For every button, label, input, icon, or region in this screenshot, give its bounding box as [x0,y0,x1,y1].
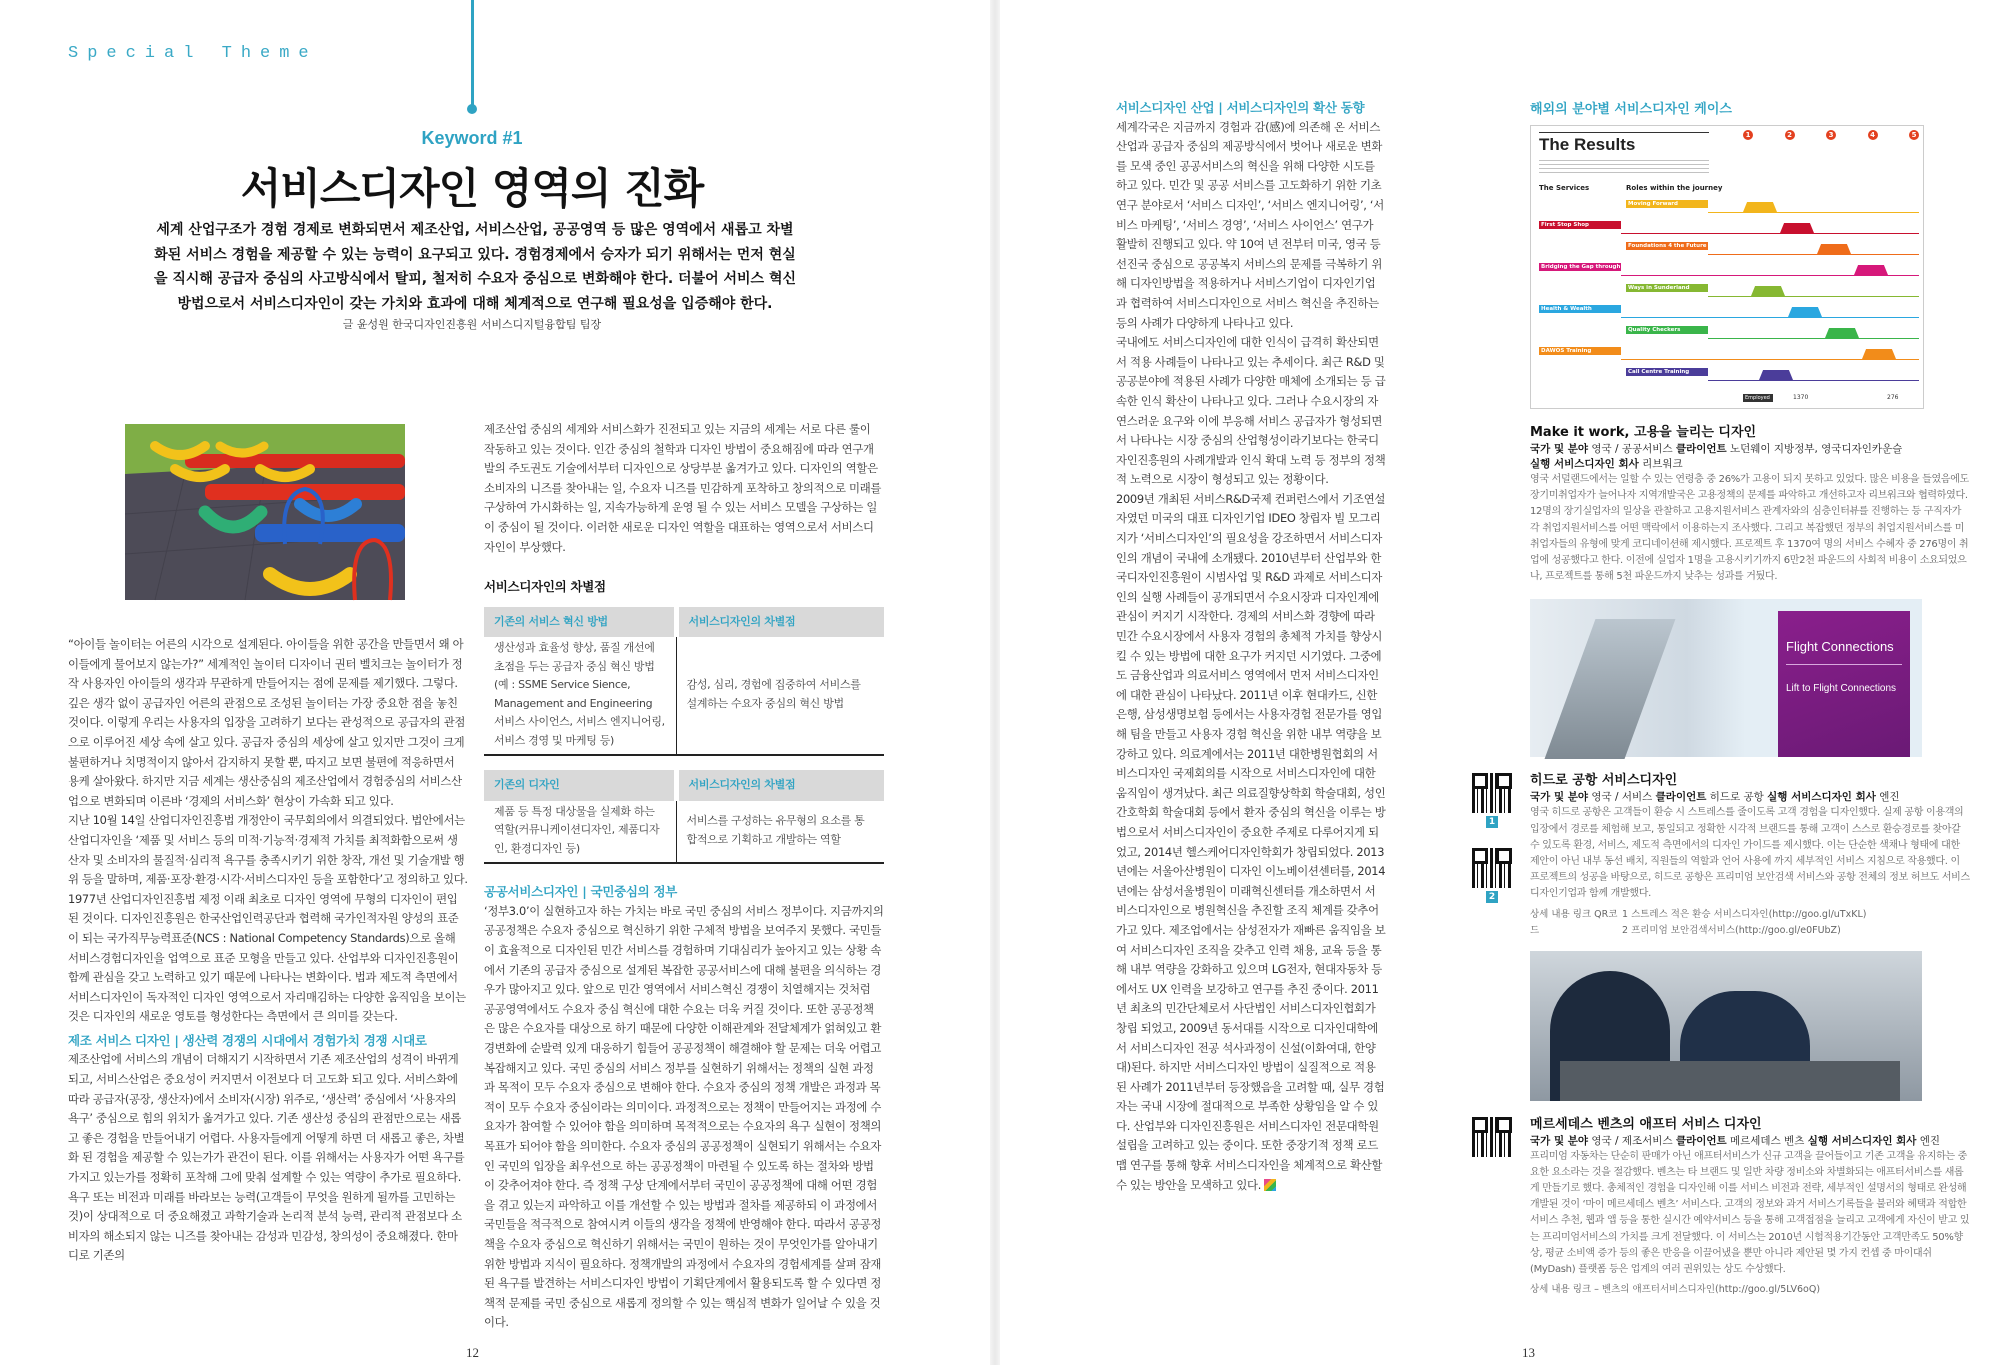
qr-link-2[interactable]: 2 프리미엄 보안검색서비스(http://goo.gl/e0FUbZ) [1622,924,1841,936]
stage-markers [1743,130,1919,140]
meta-key: 국가 및 분야 [1530,1134,1589,1147]
table-title: 서비스디자인의 차별점 [484,579,606,595]
spine-gutter [990,0,1000,1365]
stage-marker: 2 [1785,130,1795,140]
service-band-block [1817,244,1851,254]
service-band-block [1780,223,1814,233]
escalator [1545,619,1676,759]
section-heading-industry: 서비스디자인 산업 | 서비스디자인의 확산 동향 [1116,100,1365,115]
service-band-line [1708,254,1919,255]
section-heading-public: 공공서비스디자인 | 국민중심의 정부 [484,884,678,900]
table-cell: 생산성과 효율성 향상, 품질 개선에 초점을 두는 공급자 중심 혁신 방법 (예 : SSME Service Sience, Management and Engineering 서비스 사이언스, 서비스 엔지니어링, 서비스 경영 및 마케팅 등) [484,637,676,755]
airport-photo [1530,599,1922,757]
meta-key: 실행 서비스디자인 회사 [1767,791,1876,804]
service-band-block [1854,265,1888,275]
qr-link-label: 상세 내용 링크 QR코드 [1530,908,1618,936]
service-band-block [1825,328,1859,338]
table-header: 기존의 서비스 혁신 방법 [484,607,676,638]
sign-text-flight-connections: Flight Connections [1786,639,1894,655]
meta-value: 노던웨이 지방정부, 영국디자인카운슬 [1730,443,1903,455]
table-header: 서비스디자인의 차별점 [676,607,884,638]
total-count: 1370 [1793,394,1809,401]
service-band-line [1621,233,1919,234]
meta-value: 히드로 공항 [1709,791,1764,804]
case-title: 히드로 공항 서비스디자인 [1530,773,1678,789]
case-description: 영국 서덜랜드에서는 일할 수 있는 연령층 중 26%가 고용이 되지 못하고 있었다. 많은 비용을 들였음에도 장기미취업자가 늘어나자 지역개발국은 고용정책의 문제를 파악하고 개선하고자 리브워크와 협력하였다. 12명의 장기실업자의 일상을 관찰하고 고용지원서비스 관계자와의 심층인터뷰를 진행하는 등 구직자가 각 취업지원서비스를 어떤 맥락에서 이용하는지 조사했다. 그리고 복잡했던 정부의 취업지원서비스를 미취업자들의 유형에 맞게 코디네이션해 제시했다. 프로젝트 후 1370여 명의 서비스 수혜자 중 276명이 취업에 성공했다고 한다. 이전에 실업자 1명을 고용시키기까지 6만2천 파운드의 사회적 비용이 소요되었으나, 프로젝트를 통해 5천 파운드까지 낮추는 성과를 거뒀다. [1530,474,1969,583]
service-band-label: Call Centre Training [1626,368,1708,376]
decorative-line [471,0,474,108]
stage-marker: 1 [1743,130,1753,140]
industry-paragraph-2: 국내에도 서비스디자인에 대한 인식이 급격히 확산되면서 적용 사례들이 나타나고 있는 추세이다. 최근 R&D 및 공공분야에 적용된 사례가 다양한 매체에 소개되는 등 급속한 인식 확산이 나타나고 있다. 그러나 수요시장의 자연스러운 요구와 이에 부응해 서비스 공급자가 형성되면서 나타나는 시장 중심의 산업형성이라기보다는 한국디자인진흥원의 사례개발과 인식 확대 노력 등 정부의 정책적 노력으로 시장이 형성되고 있는 정황이다. [1116,335,1386,487]
sign-text-lift: Lift to Flight Connections [1786,683,1897,695]
meta-value: 영국 / 제조서비스 [1591,1134,1673,1147]
qr-code-icon[interactable] [1472,773,1512,813]
roles-label: Roles within the journey [1626,184,1723,192]
signboard [1778,611,1910,757]
qr-code-icon[interactable] [1472,1117,1512,1157]
comparison-table [484,607,884,865]
service-band-label: Ways in Sunderland [1626,284,1708,292]
playground-photo [125,424,405,600]
end-mark-icon [1264,1179,1276,1191]
page-number: 13 [1522,1345,1535,1360]
service-band-label: Moving Forward [1626,200,1708,208]
qr-links [1530,907,1970,939]
meta-key: 클라이언트 [1675,443,1727,455]
case-heathrow [1488,769,1970,938]
service-band-label: DAWOS Training [1539,347,1621,355]
meta-key: 실행 서비스디자인 회사 [1807,1134,1917,1147]
services-label: The Services [1539,184,1590,192]
case-meta [1530,442,1970,472]
meta-key: 클라이언트 [1675,1134,1727,1147]
case-meta [1530,790,1970,805]
service-band-block [1743,202,1777,212]
right-column-main [1116,98,1386,1195]
service-band-line [1708,212,1919,213]
qr-link-list [1622,907,1866,939]
meta-key: 국가 및 분야 [1530,791,1589,804]
left-column-2 [484,420,884,1333]
decorative-dot [467,104,477,114]
meta-value: 메르세데스 벤츠 [1730,1134,1805,1147]
table-header-row [484,770,884,801]
detail-link[interactable]: 상세 내용 링크 – 벤츠의 애프터서비스디자인(http://goo.gl/5LV6oQ) [1530,1284,1821,1296]
case-description: 프리미엄 자동차는 단순히 판매가 아닌 애프터서비스가 신규 고객을 끌어들이고 기존 고객을 유지하는 중요한 요소라는 것을 절감했다. 벤츠는 타 브랜드 및 일반 차량 정비소와 차별화되는 애프터서비스를 새롭게 만들기로 했다. 총체적인 경험을 디자인해 이를 서비스 비전과 전략, 세부적인 설명서의 형태로 완성해 개발된 것이 ‘마이 메르세데스 벤츠’ 서비스다. 고객의 정보와 과거 서비스기록들을 불러와 혜택과 적합한 서비스 추천, 웹과 앱 등을 통한 실시간 예약서비스 등을 통해 고객접점을 늘리고 고객에게 자신이 받고 있는 프리미엄서비스의 가치를 크게 전달했다. 이 서비스는 2010년 시험적용기간동안 고객만족도 50%향상, 평균 소비액 증가 등의 좋은 반응을 이끌어냈을 뿐만 아니라 제안된 몇 가지 컨셉 중 마이대쉬(MyDash) 플랫폼 등은 업계의 여러 권위있는 상도 수상했다. [1530,1150,1970,1276]
meta-key: 국가 및 분야 [1530,443,1589,455]
employed-label: Employed [1743,394,1773,402]
industry-paragraph-3-text: 2009년 개최된 서비스R&D국제 컨퍼런스에서 기조연설자였던 미국의 대표 디자인기업 IDEO 창립자 빌 모그리지가 ‘서비스디자인’의 필요성을 강조하면서 서비스디자인의 개념이 국내에 소개됐다. 2010년부터 산업부와 한국디자인진흥원이 시범사업 및 R&D 과제로 서비스디자인의 실행 사례들이 공개되면서 수요시장과 디자인계에 관심이 커지기 시작한다. 경제의 서비스화 경향에 따라 민간 수요시장에서 사용자 경험의 총체적 가치를 향상시킬 수 있는 방법에 대한 요구가 커지던 시기였다. 그중에도 금융산업과 의료서비스 영역에서 먼저 서비스디자인에 대한 관심이 나타났다. 2011년 이후 현대카드, 신한은행, 삼성생명보험 등에서는 사용자경험 전문가를 영입해 팀을 만들고 사용자 경험 혁신을 위한 내부 역량을 보강하고 있다. 의료계에서는 2011년 대한병원협회의 서비스디자인 국제회의를 시작으로 서비스디자인에 대한 움직임이 생겨났다. 최근 의료질향상학회 학술대회, 성인간호학회 학술대회 등에서 환자 중심의 혁신을 이루는 방법으로서 서비스디자인이 중요한 주제로 다루어지게 되었고, 2014년 헬스케어디자인학회가 창립되었다. 2013년에는 서울아산병원이 디자인 이노베이션센터를, 2014년에는 삼성서울병원이 미래혁신센터를 개소하면서 서비스디자인으로 병원혁신을 추진할 조직 체계를 갖추어가고 있다. 제조업에서는 삼성전자가 재빠른 움직임을 보여 서비스디자인 조직을 갖추고 인력 채용, 교육 등을 통해 내부 역량을 강화하고 있으며 LG전자, 현대자동차 등에서도 UX 인력을 보강하고 연구를 추진 중이다. 2011년 최초의 민간단체로서 사단법인 서비스디자인협회가 창립 되었고, 2009년 동서대를 시작으로 디자인대학에서 서비스디자인 전공 석사과정이 신설(이화여대, 한양대)된다. 하지만 서비스디자인 방법이 실질적으로 적용된 사례가 2011년부터 등장했음을 고려할 때, 실무 경험자는 국내 시장에 절대적으로 부족한 상황임을 알 수 있다. 산업부와 디자인진흥원은 서비스디자인 전문대학원 설립을 고려하고 있는 중이다. 또한 중장기적 정책 로드맵 연구를 통해 향후 서비스디자인을 체계적으로 확산할 수 있는 방안을 모색하고 있다. [1116,491,1386,1192]
section-heading-manufacturing: 제조 서비스 디자인 | 생산력 경쟁의 시대에서 경험가치 경쟁 시대로 [68,1032,427,1048]
service-band-label: First Stop Shop [1539,221,1621,229]
service-band-label: Health & Wealth [1539,305,1621,313]
industry-paragraph-1: 세계각국은 지금까지 경험과 감(感)에 의존해 온 서비스산업과 공급자 중심의 제공방식에서 벗어나 새로운 변화를 모색 중인 공공서비스의 혁신을 위해 다양한 시도를 하고 있다. 민간 및 공공 서비스를 고도화하기 위한 기초연구 분야로서 ‘서비스 디자인’, ‘서비스 엔지니어링’, ‘서비스 마케팅’, ‘서비스 경영’, ‘서비스 사이언스’ 연구가 활발히 진행되고 있다. 약 10여 년 전부터 미국, 영국 등 선진국 중심으로 공공복지 서비스의 문제를 극복하기 위해 디자인방법을 적용하거나 서비스기업이 디자인기업과 협력하여 서비스디자인으로 서비스 혁신을 추진하는 등의 사례가 다양하게 나타나고 있다. [1116,119,1384,330]
service-band-block [1751,286,1785,296]
service-band-block [1759,370,1793,380]
intro-paragraph: “아이들 놀이터는 어른의 시각으로 설계된다. 아이들을 위한 공간을 만들면서 왜 아이들에게 물어보지 않는가?” 세계적인 놀이터 디자이너 권터 벨치크는 놀이터가 정작 사용자인 아이들의 생각과 무관하게 만들어지는 점에 문제를 제기했다. 그렇다. 깊은 생각 없이 공급자인 어른의 관점으로 조성된 놀이터는 가장 중요한 점을 놓친 것이다. 이렇게 우리는 사용자의 입장을 고려하기 보다는 관성적으로 공급자의 관점으로 이루어진 세상 속에 살고 있다. 공급자 중심의 세상에 살고 있지만 그것이 크게 불편하거나 치명적이지 않아서 감지하지 못할 뿐, 따지고 보면 불편에 적응하면서 용케 살아왔다. 하지만 지금 세계는 생산중심의 제조산업에서 경험중심의 서비스산업으로 변화되며 이른바 ‘경제의 서비스화’ 현상이 가속화 되고 있다. [68,637,466,808]
employed-count: 276 [1887,394,1899,401]
service-band-label: Foundations 4 the Future [1628,243,1707,249]
results-infographic [1530,125,1924,409]
service-band-line [1708,338,1919,339]
qr-code-icon[interactable] [1472,848,1512,888]
results-title: The Results [1539,132,1709,155]
table-header: 기존의 디자인 [484,770,676,801]
meta-value: 엔진 [1919,1134,1941,1147]
manufacturing-paragraph: 제조산업에 서비스의 개념이 더해지기 시작하면서 기존 제조산업의 성격이 바뀌게 되고, 서비스산업은 중요성이 커지면서 이전보다 더 고도화 되고 있다. 서비스화에 따라 공급자(공장, 생산자)에서 소비자(시장) 위주로, ‘생산력’ 중심에서 ‘사용자의 욕구’ 중심으로 힘의 위치가 옮겨가고 있다. 기존 생산성 중심의 관점만으로는 새롭고 좋은 경험을 만들어내기 어렵다. 사용자들에게 어떻게 하면 더 새롭고 좋은, 차별화 된 경험을 제공할 수 있는가가 관건이 된다. 이를 위해서는 사용자가 어떤 욕구를 가지고 있는가를 정확히 포착해 그에 맞춰 설계할 수 있는 역량이 추가로 필요하다. 욕구 또는 비전과 미래를 바라보는 능력(고객들이 무엇을 원하게 될까를 고민하는 것)이 상대적으로 더 중요해졌고 과학기술과 논리적 분석 능력, 관리적 관점보다 소비자의 해소되지 않는 니즈를 찾아내는 감성과 민감성, 창의성이 중요해졌다. 한마디로 기존의 [68,1052,465,1263]
service-band-block [1862,349,1896,359]
right-column-cases [1488,98,1970,1298]
meta-value: 엔진 [1879,791,1900,804]
table-row [484,637,884,755]
table-header-row [484,607,884,638]
car-engine [1560,1061,1900,1101]
case-mercedes [1530,1113,1970,1299]
mercedes-photo [1530,951,1922,1101]
role-paragraph: 제조산업 중심의 세계와 서비스화가 진전되고 있는 지금의 세계는 서로 다른 룰이 작동하고 있는 것이다. 인간 중심의 철학과 디자인 방법이 중요해짐에 따라 연구개발의 주도권도 기술에서부터 디자인으로 상당부분 옮겨가고 있다. 디자인의 역할은 소비자의 니즈를 찾아내는 일, 수요자 니즈를 민감하게 포착하고 창의적으로 미래를 구상하여 가시화하는 일, 지속가능하게 운영 될 수 있는 서비스 모델을 구상하는 일이 중심이 될 것이다. 이러한 새로운 디자인 역할을 대표하는 영역으로서 서비스디자인이 부상했다. [484,422,882,554]
meta-value: 리브워크 [1642,458,1683,470]
service-band-label: Bridging the Gap through Tech. [1541,264,1639,270]
stage-marker: 3 [1826,130,1836,140]
stage-marker: 5 [1909,130,1919,140]
service-band-label: Quality Checkers [1626,326,1708,334]
public-paragraph: ‘정부3.0’이 실현하고자 하는 가치는 바로 국민 중심의 서비스 정부이다. 지금까지의 공공정책은 수요자 중심으로 혁신하기 위한 구체적 방법을 보여주지 못했다. 국민들이 효율적으로 디자인된 민간 서비스를 경험하며 기대심리가 높아지고 있는 상황 속에서 기존의 공급자 중심으로 설계된 복잡한 공공서비스에 대해 불편을 의식하는 경우가 많아지고 있다. 앞으로 민간 영역에서 서비스혁신 경쟁이 치열해지는 것처럼 공공영역에서도 수요자 중심 혁신에 대한 수요는 더욱 커질 것이다. 또한 공공정책은 많은 수요자를 대상으로 하기 때문에 다양한 이해관계와 전달체계가 얽혀있고 환경변화에 순발력 있게 대응하기 힘들어 공공정책이 해결해야 할 문제는 더욱 어렵고 복잡해지고 있다. 국민 중심의 서비스 정부를 실현하기 위해서는 정책의 실현 과정과 목적이 모두 수요자 중심으로 변해야 한다. 수요자 중심의 정책 개발은 과정과 목적이 모두 수요자 중심이라는 의미이다. 과정적으로는 정책이 만들어지는 과정에 수요자가 참여할 수 있어야 함을 의미하며 목적적으로는 수요자의 욕구 실현이 정책의 목표가 되어야 함을 의미한다. 수요자 중심의 공공정책이 실현되기 위해서는 수요자인 국민의 입장을 최우선으로 하는 공공정책이 마련될 수 있도록 하는 절차와 방법이 갖추어져야 한다. 즉 정책 구상 단계에서부터 국민이 공공정책에 대해 어떤 경험을 겪고 있는지 파악하고 이를 개선할 수 있는 방법과 절차를 제공하되 이 과정에서 국민들을 적극적으로 참여시켜 이들의 생각을 정책에 반영해야 한다. 따라서 공공정책을 수요자 중심으로 혁신하기 위해서는 국민이 원하는 것이 무엇인가를 알아내기 위한 방법과 지식이 필요하다. 정책개발의 과정에서 수요자의 경험세계를 살펴 잠재된 욕구를 발견하는 서비스디자인 방법이 기획단계에서 활용되도록 할 수 있다면 정책적 문제를 국민 중심으로 새롭게 정의할 수 있는 핵심적 변화가 일어날 수 있을 것이다. [484,903,884,1330]
table-cell: 제품 등 특정 대상물을 실제화 하는 역할(커뮤니케이션디자인, 제품디자인, 환경디자인 등) [484,801,676,864]
table-cell: 감성, 심리, 경험에 집중하여 서비스를 설계하는 수요자 중심의 혁신 방법 [676,637,884,755]
industry-paragraph-3 [1116,490,1386,1195]
table-cell: 서비스를 구성하는 유무형의 요소를 통합적으로 기획하고 개발하는 역할 [676,801,884,864]
article-lead: 세계 산업구조가 경험 경제로 변화되면서 제조산업, 서비스산업, 공공영역 등 많은 영역에서 새롭고 차별화된 서비스 경험을 제공할 수 있는 능력이 요구되고 있다. 경험경제에서 승자가 되기 위해서는 먼저 현실을 직시해 공급자 중심의 사고방식에서 탈피, 철저히 수요자 중심으로 변화해야 한다. 더불어 서비스 혁신 방법으로서 서비스디자인이 갖는 가치와 효과에 대해 체계적으로 연구해 필요성을 입증해야 한다. [153,222,796,312]
qr-code-group [1472,773,1512,903]
service-band-block [1788,307,1822,317]
service-band-line [1621,359,1919,360]
meta-key: 실행 서비스디자인 회사 [1530,458,1639,470]
case-meta [1530,1134,1970,1149]
case-title: Make it work, 고용을 늘리는 디자인 [1530,425,1757,440]
meta-value: 영국 / 서비스 [1591,791,1653,804]
table-row [484,801,884,864]
article-title: 서비스디자인 영역의 진화 [240,164,704,213]
table-header: 서비스디자인의 차별점 [676,770,884,801]
page-number: 12 [466,1345,479,1360]
cases-heading: 해외의 분야별 서비스디자인 케이스 [1530,102,1732,117]
case-title: 메르세데스 벤츠의 애프터 서비스 디자인 [1530,1116,1762,1132]
service-band-line [1621,275,1919,276]
left-column-1 [68,635,468,1266]
service-band-line [1621,317,1919,318]
meta-value: 영국 / 공공서비스 [1591,443,1673,455]
law-paragraph: 지난 10월 14일 산업디자인진흥법 개정안이 국무회의에서 의결되었다. 법안에서는 산업디자인을 ‘제품 및 서비스 등의 미적·기능적·경제적 가치를 최적화함으로써 생산자 및 소비자의 물질적·심리적 욕구를 충족시키기 위한 창작, 개선 및 기술개발 행위 등을 말하며, 제품·포장·환경·시각·서비스디자인 등을 포함한다’고 정의하고 있다. 1977년 산업디자인진흥법 제정 이래 최초로 디자인 영역에 무형의 디자인이 편입된 것이다. 디자인진흥원은 한국산업인력공단과 협력해 국가인적자원 양성의 표준이 되는 국가직무능력표준(NCS : National Competency Standards)으로 올해 서비스경험디자인을 업역으로 표준 모형을 만들고 있다. 산업부와 디자인진흥원이 함께 관심을 갖고 노력하고 있기 때문에 나타나는 변화이다. 법과 제도적 측면에서 서비스디자인이 독자적인 디자인 영역으로서 자리매김하는 다양한 움직임을 보이는 것은 디자인의 새로운 영토를 형성한다는 측면에서 큰 의미를 갖는다. [68,813,468,1024]
stage-marker: 4 [1868,130,1878,140]
qr-number: 1 [1486,816,1498,828]
section-label: Special Theme [68,44,318,63]
service-band-line [1708,380,1919,381]
case-description: 영국 히드로 공항은 고객들이 환승 시 스트레스를 줄이도록 고객 경험을 디자인했다. 실제 공항 이용객의 입장에서 경로를 체험해 보고, 통일되고 정확한 시각적 브랜드를 통해 고객이 스스로 환승경로를 찾아갈 수 있도록 환경, 서비스, 제도적 측면에서의 디자인 가이드를 제시했다. 이는 단순한 색채나 형태에 대한 제안이 아닌 내부 동선 배치, 직원들의 역할과 언어 사용에 까지 세부적인 서비스 지침으로 작용했다. 이 프로젝트의 성공을 바탕으로, 히드로 공항은 프리미엄 보안검색 서비스와 공항 전체의 정보 허브도 서비스디자인기업과 함께 개발했다. [1530,807,1970,900]
results-intro-text [1539,160,1709,176]
service-band-line [1708,296,1919,297]
left-page [0,0,990,1365]
seesaw-illustration [125,424,405,600]
byline: 글 윤성원 한국디자인진흥원 서비스디지털융합팀 팀장 [342,318,602,331]
case-make-it-work [1530,421,1970,585]
meta-key: 클라이언트 [1655,791,1707,804]
keyword-label: Keyword #1 [421,128,523,148]
qr-link-1[interactable]: 1 스트레스 적은 환승 서비스디자인(http://goo.gl/uTxKL) [1622,908,1867,920]
qr-number: 2 [1486,891,1498,903]
